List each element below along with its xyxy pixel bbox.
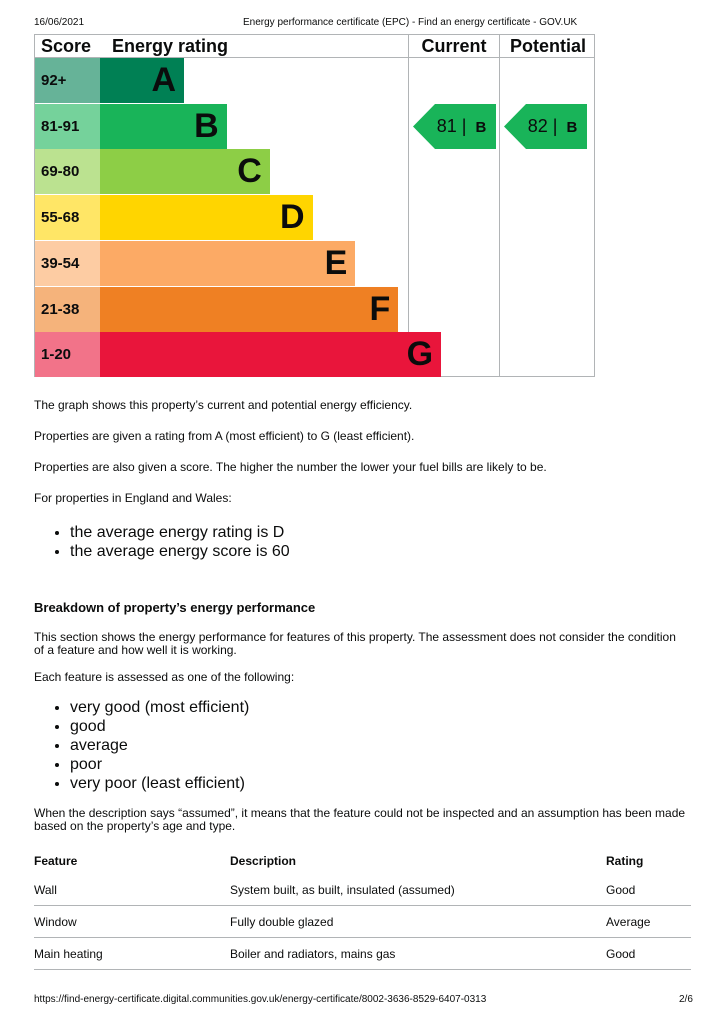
- column-header-rating: Rating: [606, 854, 644, 868]
- band-letter: G: [406, 335, 434, 374]
- current-score: 81: [436, 115, 457, 136]
- band-score-range: 1-20: [35, 332, 100, 377]
- list-item: • very poor (least efficient): [70, 774, 249, 793]
- rating-cell: Good: [606, 874, 691, 906]
- print-title: Energy performance certificate (EPC) - Find an energy certificate - GOV.UK: [243, 17, 578, 28]
- rating-explanation: Properties are given a rating from A (most efficient) to G (least efficient).: [34, 429, 415, 443]
- band-letter: B: [194, 106, 219, 145]
- band-letter: F: [369, 289, 391, 328]
- band-letter: D: [279, 198, 305, 237]
- column-header-description: Description: [230, 854, 297, 868]
- description-cell: Fully double glazed: [230, 906, 606, 938]
- band-score-range: 21-38: [35, 287, 100, 332]
- potential-score: 82: [527, 115, 548, 136]
- column-divider-potential: [499, 35, 500, 376]
- feature-cell: Main heating: [34, 938, 230, 970]
- description-cell: Boiler and radiators, mains gas: [230, 938, 606, 970]
- header-energy-rating: Energy rating: [112, 36, 229, 56]
- feature-table: [34, 848, 691, 970]
- print-date: 16/06/2021: [34, 17, 85, 28]
- footer-page-number: 2/6: [679, 994, 693, 1005]
- band-letter: A: [151, 61, 177, 99]
- rating-cell: Good: [606, 938, 691, 970]
- band-score-range: 39-54: [35, 241, 100, 286]
- current-letter: B: [475, 118, 487, 136]
- header-current: Current: [421, 36, 487, 56]
- list-item: • the average energy rating is D: [70, 523, 290, 542]
- potential-rating-arrow: 82 | B: [504, 104, 587, 149]
- score-explanation: Properties are also given a score. The higher the number the lower your fuel bills are likely to be.: [34, 460, 547, 474]
- band-letter: C: [237, 152, 262, 191]
- grade-list: [34, 698, 249, 793]
- band-bar: [100, 58, 184, 103]
- table-row: [34, 938, 691, 970]
- band-score-range: 55-68: [35, 195, 100, 240]
- epc-rating-chart: [34, 34, 595, 377]
- band-bar: [100, 241, 355, 286]
- column-header-feature: Feature: [34, 854, 78, 868]
- column-divider-current: [408, 35, 409, 376]
- list-item: • very good (most efficient): [70, 698, 249, 717]
- graph-explanation: The graph shows this property’s current and potential energy efficiency.: [34, 398, 413, 412]
- band-bar: [100, 332, 441, 377]
- list-item: • poor: [70, 755, 249, 774]
- list-item: • the average energy score is 60: [70, 542, 290, 561]
- england-wales-intro: For properties in England and Wales:: [34, 491, 232, 505]
- current-rating-arrow: 81 | B: [413, 104, 496, 149]
- list-item: • good: [70, 717, 249, 736]
- band-bar: [100, 104, 227, 149]
- description-cell: System built, as built, insulated (assumed): [230, 874, 606, 906]
- table-row: [34, 874, 691, 906]
- list-item: • average: [70, 736, 249, 755]
- breakdown-heading: Breakdown of property’s energy performance: [34, 600, 316, 615]
- band-bar: [100, 195, 313, 240]
- table-row: [34, 906, 691, 938]
- band-score-range: 92+: [35, 58, 100, 103]
- potential-letter: B: [566, 118, 578, 136]
- feature-cell: Window: [34, 906, 230, 938]
- average-list: [34, 523, 290, 561]
- band-score-range: 69-80: [35, 149, 100, 194]
- feature-cell: Wall: [34, 874, 230, 906]
- rating-cell: Average: [606, 906, 691, 938]
- band-score-range: 81-91: [35, 104, 100, 149]
- header-potential: Potential: [509, 36, 586, 56]
- band-bar: [100, 287, 398, 332]
- breakdown-intro: This section shows the energy performance for features of this property. The assessment does not consider the condition of a feature and how well it is working.: [34, 630, 676, 657]
- band-letter: E: [324, 243, 348, 282]
- assessment-intro: Each feature is assessed as one of the following:: [34, 670, 295, 684]
- assumed-note: When the description says “assumed”, it means that the feature could not be inspected and an assumption has been made based on the property’s age and type.: [34, 806, 686, 833]
- footer-url: https://find-energy-certificate.digital.communities.gov.uk/energy-certificate/8002-3636-8529-6407-0313: [34, 994, 487, 1005]
- band-bar: [100, 149, 270, 194]
- table-header-row: [34, 848, 691, 874]
- header-score: Score: [41, 36, 92, 56]
